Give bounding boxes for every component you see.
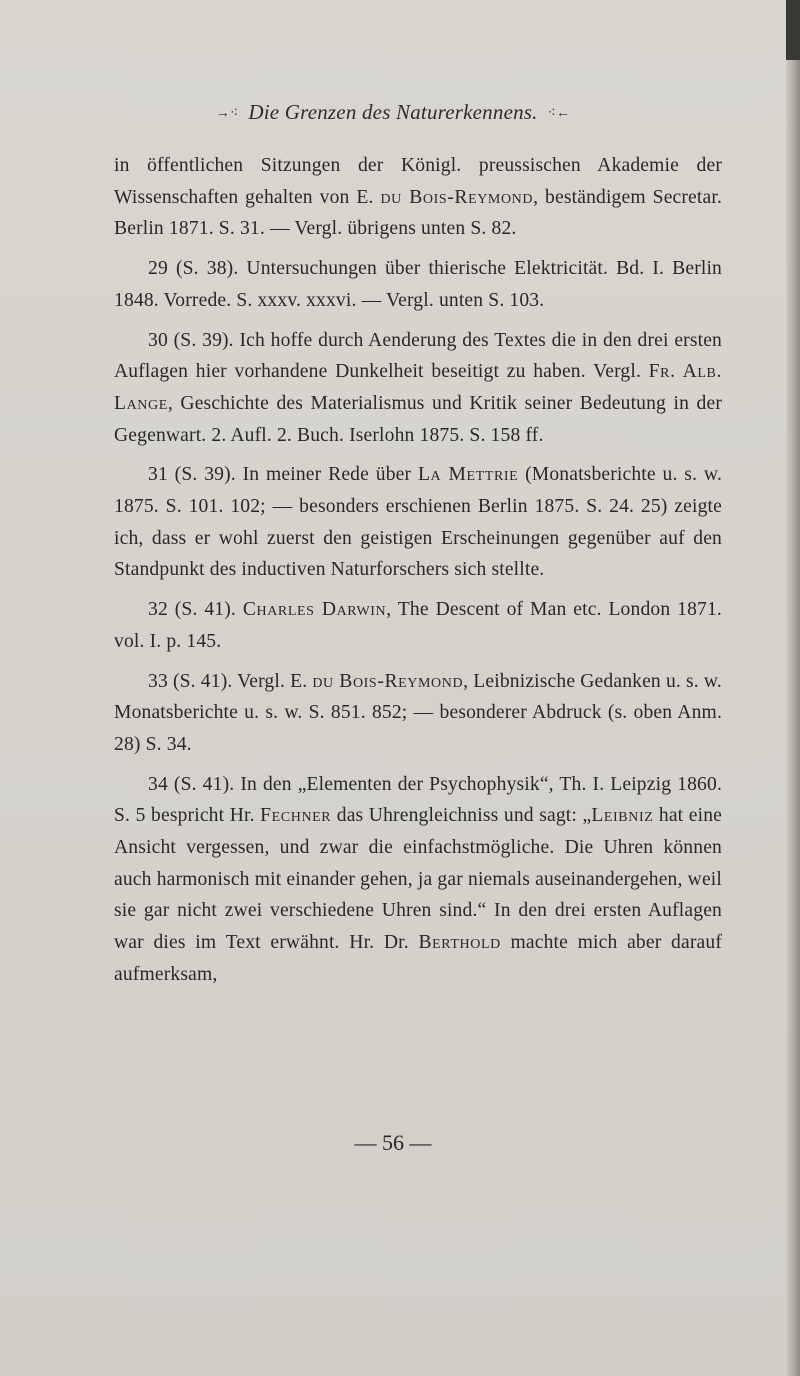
right-ornament: ⁖← [547,106,571,121]
binding-shadow [786,0,800,60]
running-header [0,100,786,125]
note-text: das Uhrengleichniss und sagt: „ [331,805,592,827]
author-name: du Bois-Reymond [380,186,534,208]
left-ornament: →⁖ [215,106,239,121]
note-text: 32 (S. 41). [148,599,243,621]
author-name: Charles Darwin [242,599,387,621]
author-name: du Bois-Reymond [312,670,464,692]
page-edge [786,0,800,1376]
author-name: La Mettrie [417,464,519,486]
note-continuation [114,150,722,245]
author-name: Berthold [418,932,501,954]
note-33 [114,666,722,761]
running-title: Die Grenzen des Naturerkennens. [248,100,538,124]
note-30 [114,325,722,452]
note-text: , Geschichte des Materialismus und Kritik seiner Bedeutung in der Gegenwart. 2. Aufl. 2. Buch. Iserlohn 1875. S. 158 ff. [114,392,722,446]
note-text: 33 (S. 41). Vergl. E. [148,670,313,692]
note-text: , Leibnizische Gedanken u. s. w. Monatsberichte u. s. w. S. 851. 852; — besonderer Abdruck (s. oben Anm. 28) S. 34. [114,670,722,755]
note-text: 29 (S. 38). Untersuchungen über thierische Elektricität. Bd. I. Berlin 1848. Vorrede. S. xxxv. xxxvi. — Vergl. unten S. 103. [114,258,722,311]
note-text: hat eine Ansicht vergessen, und zwar die einfachstmögliche. Die Uhren können auch harmonisch mit einander gehen, ja gar niemals auseinandergehen, weil sie gar nicht zwei verschiedene Uhren sind.“ In den drei ersten Auflagen war dies im Text erwähnt. Hr. Dr. [114,805,722,954]
note-text: in öffentlichen Sitzungen der Königl. preussischen Akademie der Wissenschaften gehalten von E. [114,155,722,208]
note-text: 31 (S. 39). In meiner Rede über [148,464,418,486]
note-text: , The Descent of Man etc. London 1871. vol. I. p. 145. [114,599,722,652]
note-text: machte mich aber darauf aufmerksam, [114,932,722,985]
note-31 [114,459,722,586]
note-text: (Monatsberichte u. s. w. 1875. S. 101. 102; — besonders erschienen Berlin 1875. S. 24. 25) zeigte ich, dass er wohl zuerst den geistigen Erscheinungen gegenüber auf den Standpunkt des inductiven Naturforschers sich stellte. [114,464,722,581]
page-number: — 56 — [354,1130,432,1155]
author-name: Fr. Alb. Lange [114,361,722,414]
note-text: 30 (S. 39). Ich hoffe durch Aenderung des Textes die in den drei ersten Auflagen hier vorhandene Dunkelheit beseitigt zu haben. Vergl. [114,329,722,383]
endnotes-text [114,150,722,991]
note-text: , beständigem Secretar. Berlin 1871. S. 31. — Vergl. übrigens unten S. 82. [114,186,722,240]
note-29 [114,253,722,316]
author-name: Fechner [260,805,332,827]
note-32 [114,594,722,657]
note-34 [114,769,722,991]
author-name: Leibniz [591,805,654,827]
note-text: 34 (S. 41). In den „Elementen der Psychophysik“, Th. I. Leipzig 1860. S. 5 bespricht Hr. [114,773,722,827]
